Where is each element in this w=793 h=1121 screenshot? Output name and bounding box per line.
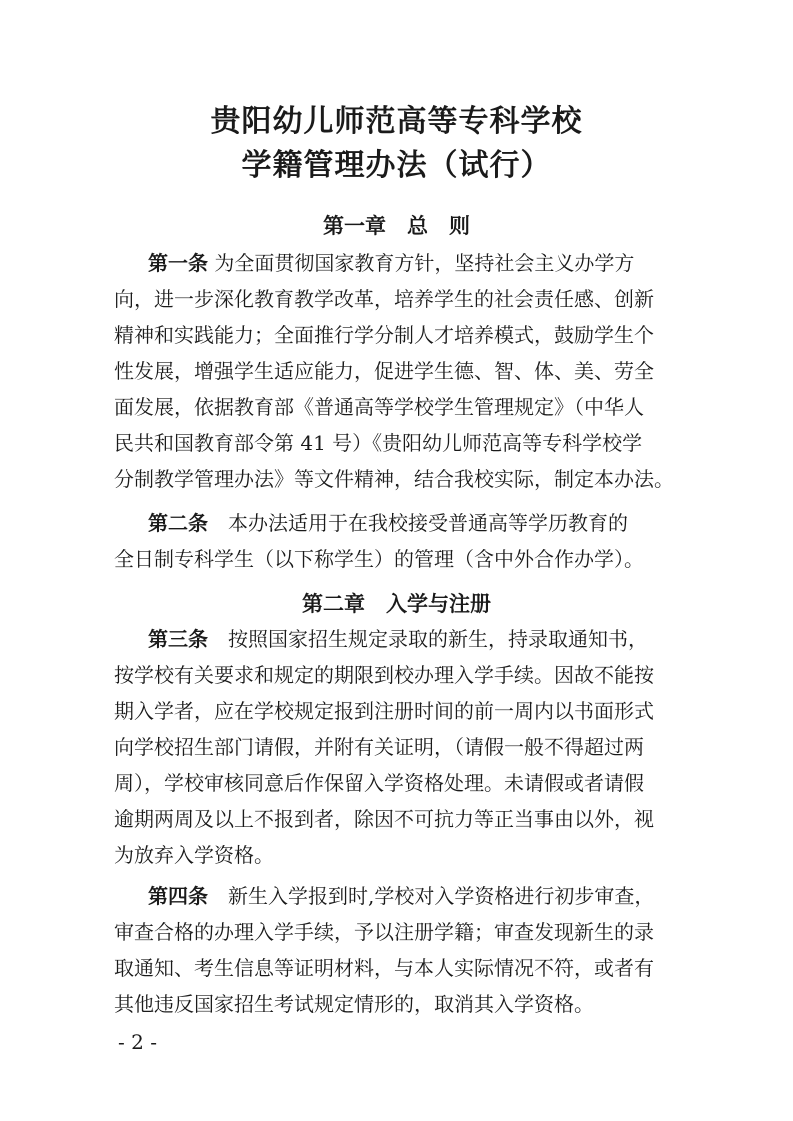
article-3-line-4: 向学校招生部门请假，并附有关证明，（请假一般不得超过两 <box>114 735 644 759</box>
chapter-1-heading: 第一章 总 则 <box>323 213 470 238</box>
article-4-label: 第四条 <box>148 884 208 908</box>
article-1-line-4: 性发展，增强学生适应能力，促进学生德、智、体、美、劳全 <box>114 359 654 383</box>
article-1-line-5: 面发展，依据教育部《普通高等学校学生管理规定》（中华人 <box>114 395 644 419</box>
article-1-line-2: 向，进一步深化教育教学改革，培养学生的社会责任感、创新 <box>114 287 654 311</box>
article-1-line-6: 民共和国教育部令第 41 号）《贵阳幼儿师范高等专科学校学 <box>114 431 643 455</box>
article-2-text: 本办法适用于在我校接受普通高等学历教育的 <box>208 511 628 535</box>
article-4-line-3: 取通知、考生信息等证明材料，与本人实际情况不符，或者有 <box>114 956 654 980</box>
article-4-line-2: 审查合格的办理入学手续，予以注册学籍；审查发现新生的录 <box>114 920 654 944</box>
article-3-line-6: 逾期两周及以上不报到者，除因不可抗力等正当事由以外，视 <box>114 807 654 831</box>
document-title-line-2: 学籍管理办法（试行） <box>241 148 552 183</box>
article-1-line-1 <box>148 251 634 275</box>
article-3-line-2: 按学校有关要求和规定的期限到校办理入学手续。因故不能按 <box>114 663 654 687</box>
article-2-line-2: 全日制专科学生（以下称学生）的管理（含中外合作办学）。 <box>114 547 644 571</box>
article-3-line-5: 周），学校审核同意后作保留入学资格处理。未请假或者请假 <box>114 771 644 795</box>
article-4-text: 新生入学报到时,学校对入学资格进行初步审查， <box>208 884 655 908</box>
article-2-line-1 <box>148 511 628 535</box>
chapter-2-heading: 第二章 入学与注册 <box>302 591 491 616</box>
page-number: - 2 - <box>118 1030 157 1054</box>
article-3-text: 按照国家招生规定录取的新生，持录取通知书， <box>208 627 648 651</box>
article-1-line-3: 精神和实践能力；全面推行学分制人才培养模式，鼓励学生个 <box>114 323 654 347</box>
article-3-line-7: 为放弃入学资格。 <box>114 843 274 867</box>
article-4-line-1 <box>148 884 654 908</box>
article-1-text: 为全面贯彻国家教育方针，坚持社会主义办学方 <box>208 251 635 275</box>
article-4-line-4: 其他违反国家招生考试规定情形的，取消其入学资格。 <box>114 992 594 1016</box>
article-1-line-7: 分制教学管理办法》等文件精神，结合我校实际，制定本办法。 <box>114 467 674 491</box>
article-3-line-1 <box>148 627 648 651</box>
article-3-label: 第三条 <box>148 627 208 651</box>
article-1-label: 第一条 <box>148 251 208 275</box>
article-2-label: 第二条 <box>148 511 208 535</box>
document-title-line-1: 贵阳幼儿师范高等专科学校 <box>210 104 583 139</box>
article-3-line-3: 期入学者，应在学校规定报到注册时间的前一周内以书面形式 <box>114 699 654 723</box>
